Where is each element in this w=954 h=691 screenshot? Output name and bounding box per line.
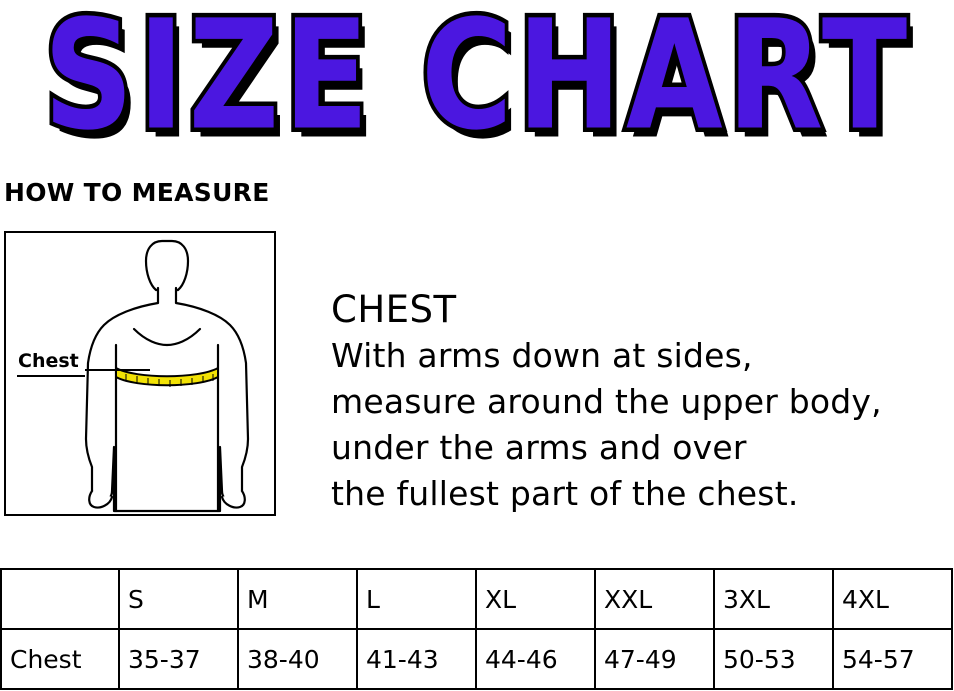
table-cell-chest-4xl: 54-57 — [833, 629, 952, 689]
table-header-3xl: 3XL — [714, 569, 833, 629]
table-cell-chest-l: 41-43 — [357, 629, 476, 689]
description-body — [331, 333, 951, 517]
measurement-description — [331, 287, 951, 517]
table-header-xxl: XXL — [595, 569, 714, 629]
description-line-3: under the arms and over — [331, 428, 747, 467]
table-header-4xl: 4XL — [833, 569, 952, 629]
chest-callout-underline — [17, 375, 85, 377]
table-corner-cell — [1, 569, 119, 629]
table-header-l: L — [357, 569, 476, 629]
chest-callout-label: Chest — [18, 350, 79, 372]
size-table — [0, 568, 953, 690]
description-line-2: measure around the upper body, — [331, 382, 882, 421]
size-table-wrapper — [0, 568, 954, 690]
table-header-m: M — [238, 569, 357, 629]
table-row — [1, 629, 952, 689]
table-header-row — [1, 569, 952, 629]
table-header-xl: XL — [476, 569, 595, 629]
measurement-figure — [4, 231, 276, 516]
how-to-measure-heading: HOW TO MEASURE — [4, 178, 270, 207]
table-header-s: S — [119, 569, 238, 629]
table-cell-chest-3xl: 50-53 — [714, 629, 833, 689]
table-cell-chest-m: 38-40 — [238, 629, 357, 689]
table-cell-chest-s: 35-37 — [119, 629, 238, 689]
page-title: SIZE CHART — [42, 0, 912, 164]
table-row-label-chest: Chest — [1, 629, 119, 689]
page-title-banner — [0, 0, 954, 164]
description-line-4: the fullest part of the chest. — [331, 474, 799, 513]
table-cell-chest-xl: 44-46 — [476, 629, 595, 689]
table-cell-chest-xxl: 47-49 — [595, 629, 714, 689]
torso-illustration — [6, 233, 274, 514]
description-line-1: With arms down at sides, — [331, 336, 753, 375]
chest-callout-leader-line — [85, 369, 150, 371]
description-heading: CHEST — [331, 288, 457, 331]
